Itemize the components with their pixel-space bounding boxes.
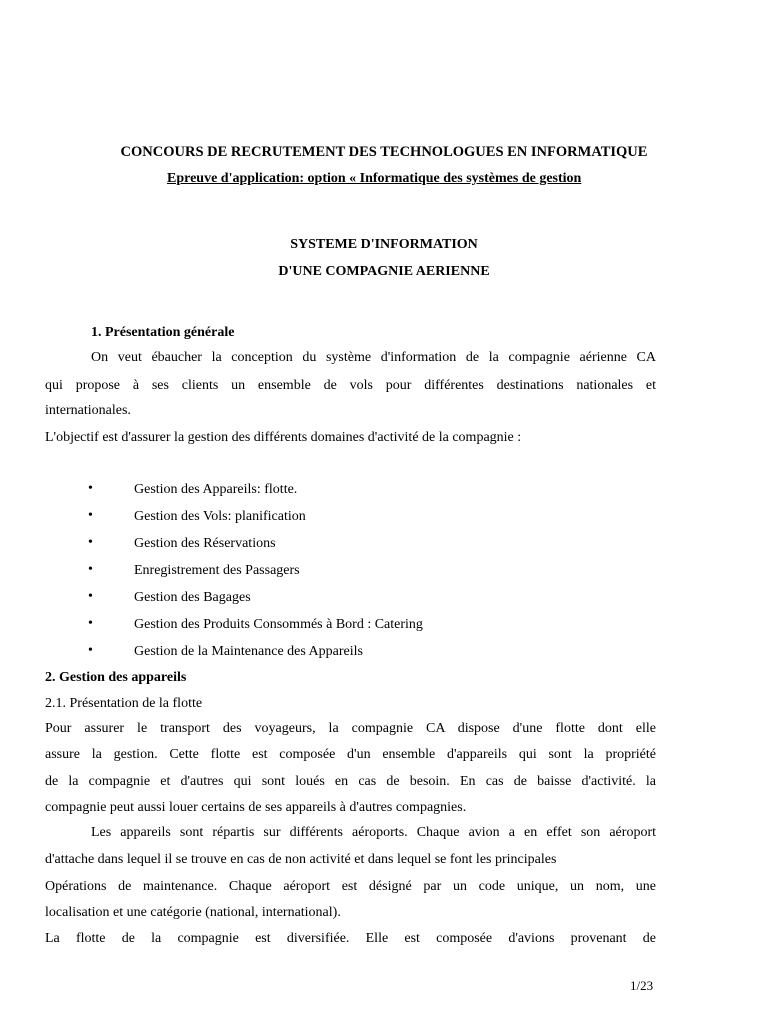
bullet-icon: • — [88, 481, 93, 496]
section2-para1-line4: compagnie peut aussi louer certains de ses appareils à d'autres compagnies. — [45, 800, 467, 815]
list-item: Gestion des Réservations — [134, 536, 276, 551]
section1-heading: 1. Présentation générale — [91, 325, 235, 340]
bullet-icon: • — [88, 508, 93, 523]
bullet-icon: • — [88, 535, 93, 550]
section2-para3-line1: La flotte de la compagnie est diversifiée. Elle est composée d'avions provenant de — [45, 931, 656, 946]
section2-para2-line2: d'attache dans lequel il se trouve en cas de non activité et dans lequel se font les principales — [45, 852, 557, 867]
section2-para2-line3: Opérations de maintenance. Chaque aéroport est désigné par un code unique, un nom, une — [45, 879, 656, 894]
section2-para1-line1: Pour assurer le transport des voyageurs, la compagnie CA dispose d'une flotte dont elle — [45, 721, 656, 736]
section2-para1-line2: assure la gestion. Cette flotte est composée d'un ensemble d'appareils qui sont la propriété — [45, 747, 656, 762]
competition-title: CONCOURS DE RECRUTEMENT DES TECHNOLOGUES EN INFORMATIQUE — [120, 144, 648, 160]
list-item: Gestion des Produits Consommés à Bord : Catering — [134, 617, 423, 632]
section1-para1-line3: internationales. — [45, 403, 131, 418]
list-item: Gestion de la Maintenance des Appareils — [134, 644, 363, 659]
bullet-icon: • — [88, 589, 93, 604]
bullet-icon: • — [88, 616, 93, 631]
section1-para1-line2: qui propose à ses clients un ensemble de vols pour différentes destinations nationales et — [45, 378, 656, 393]
list-item: Gestion des Vols: planification — [134, 509, 306, 524]
list-item: Gestion des Bagages — [134, 590, 251, 605]
bullet-icon: • — [88, 643, 93, 658]
doc-title-line2: D'UNE COMPAGNIE AERIENNE — [278, 264, 490, 279]
section2-subheading: 2.1. Présentation de la flotte — [45, 696, 203, 711]
section1-para2: L'objectif est d'assurer la gestion des différents domaines d'activité de la compagnie : — [45, 430, 522, 445]
list-item: Enregistrement des Passagers — [134, 563, 300, 578]
section2-heading: 2. Gestion des appareils — [45, 670, 187, 685]
bullet-icon: • — [88, 562, 93, 577]
exam-subtitle: Epreuve d'application: option « Informatique des systèmes de gestion — [167, 171, 582, 186]
section1-para1-line1: On veut ébaucher la conception du système d'information de la compagnie aérienne CA — [91, 350, 656, 365]
section2-para2-line1: Les appareils sont répartis sur différents aéroports. Chaque avion a en effet son aéroport — [91, 825, 656, 840]
list-item: Gestion des Appareils: flotte. — [134, 482, 298, 497]
section2-para2-line4: localisation et une catégorie (national, international). — [45, 905, 341, 920]
doc-title-line1: SYSTEME D'INFORMATION — [290, 237, 478, 252]
section2-para1-line3: de la compagnie et d'autres qui sont loués en cas de besoin. En cas de baisse d'activité. la — [45, 774, 656, 789]
page-number: 1/23 — [630, 978, 654, 993]
